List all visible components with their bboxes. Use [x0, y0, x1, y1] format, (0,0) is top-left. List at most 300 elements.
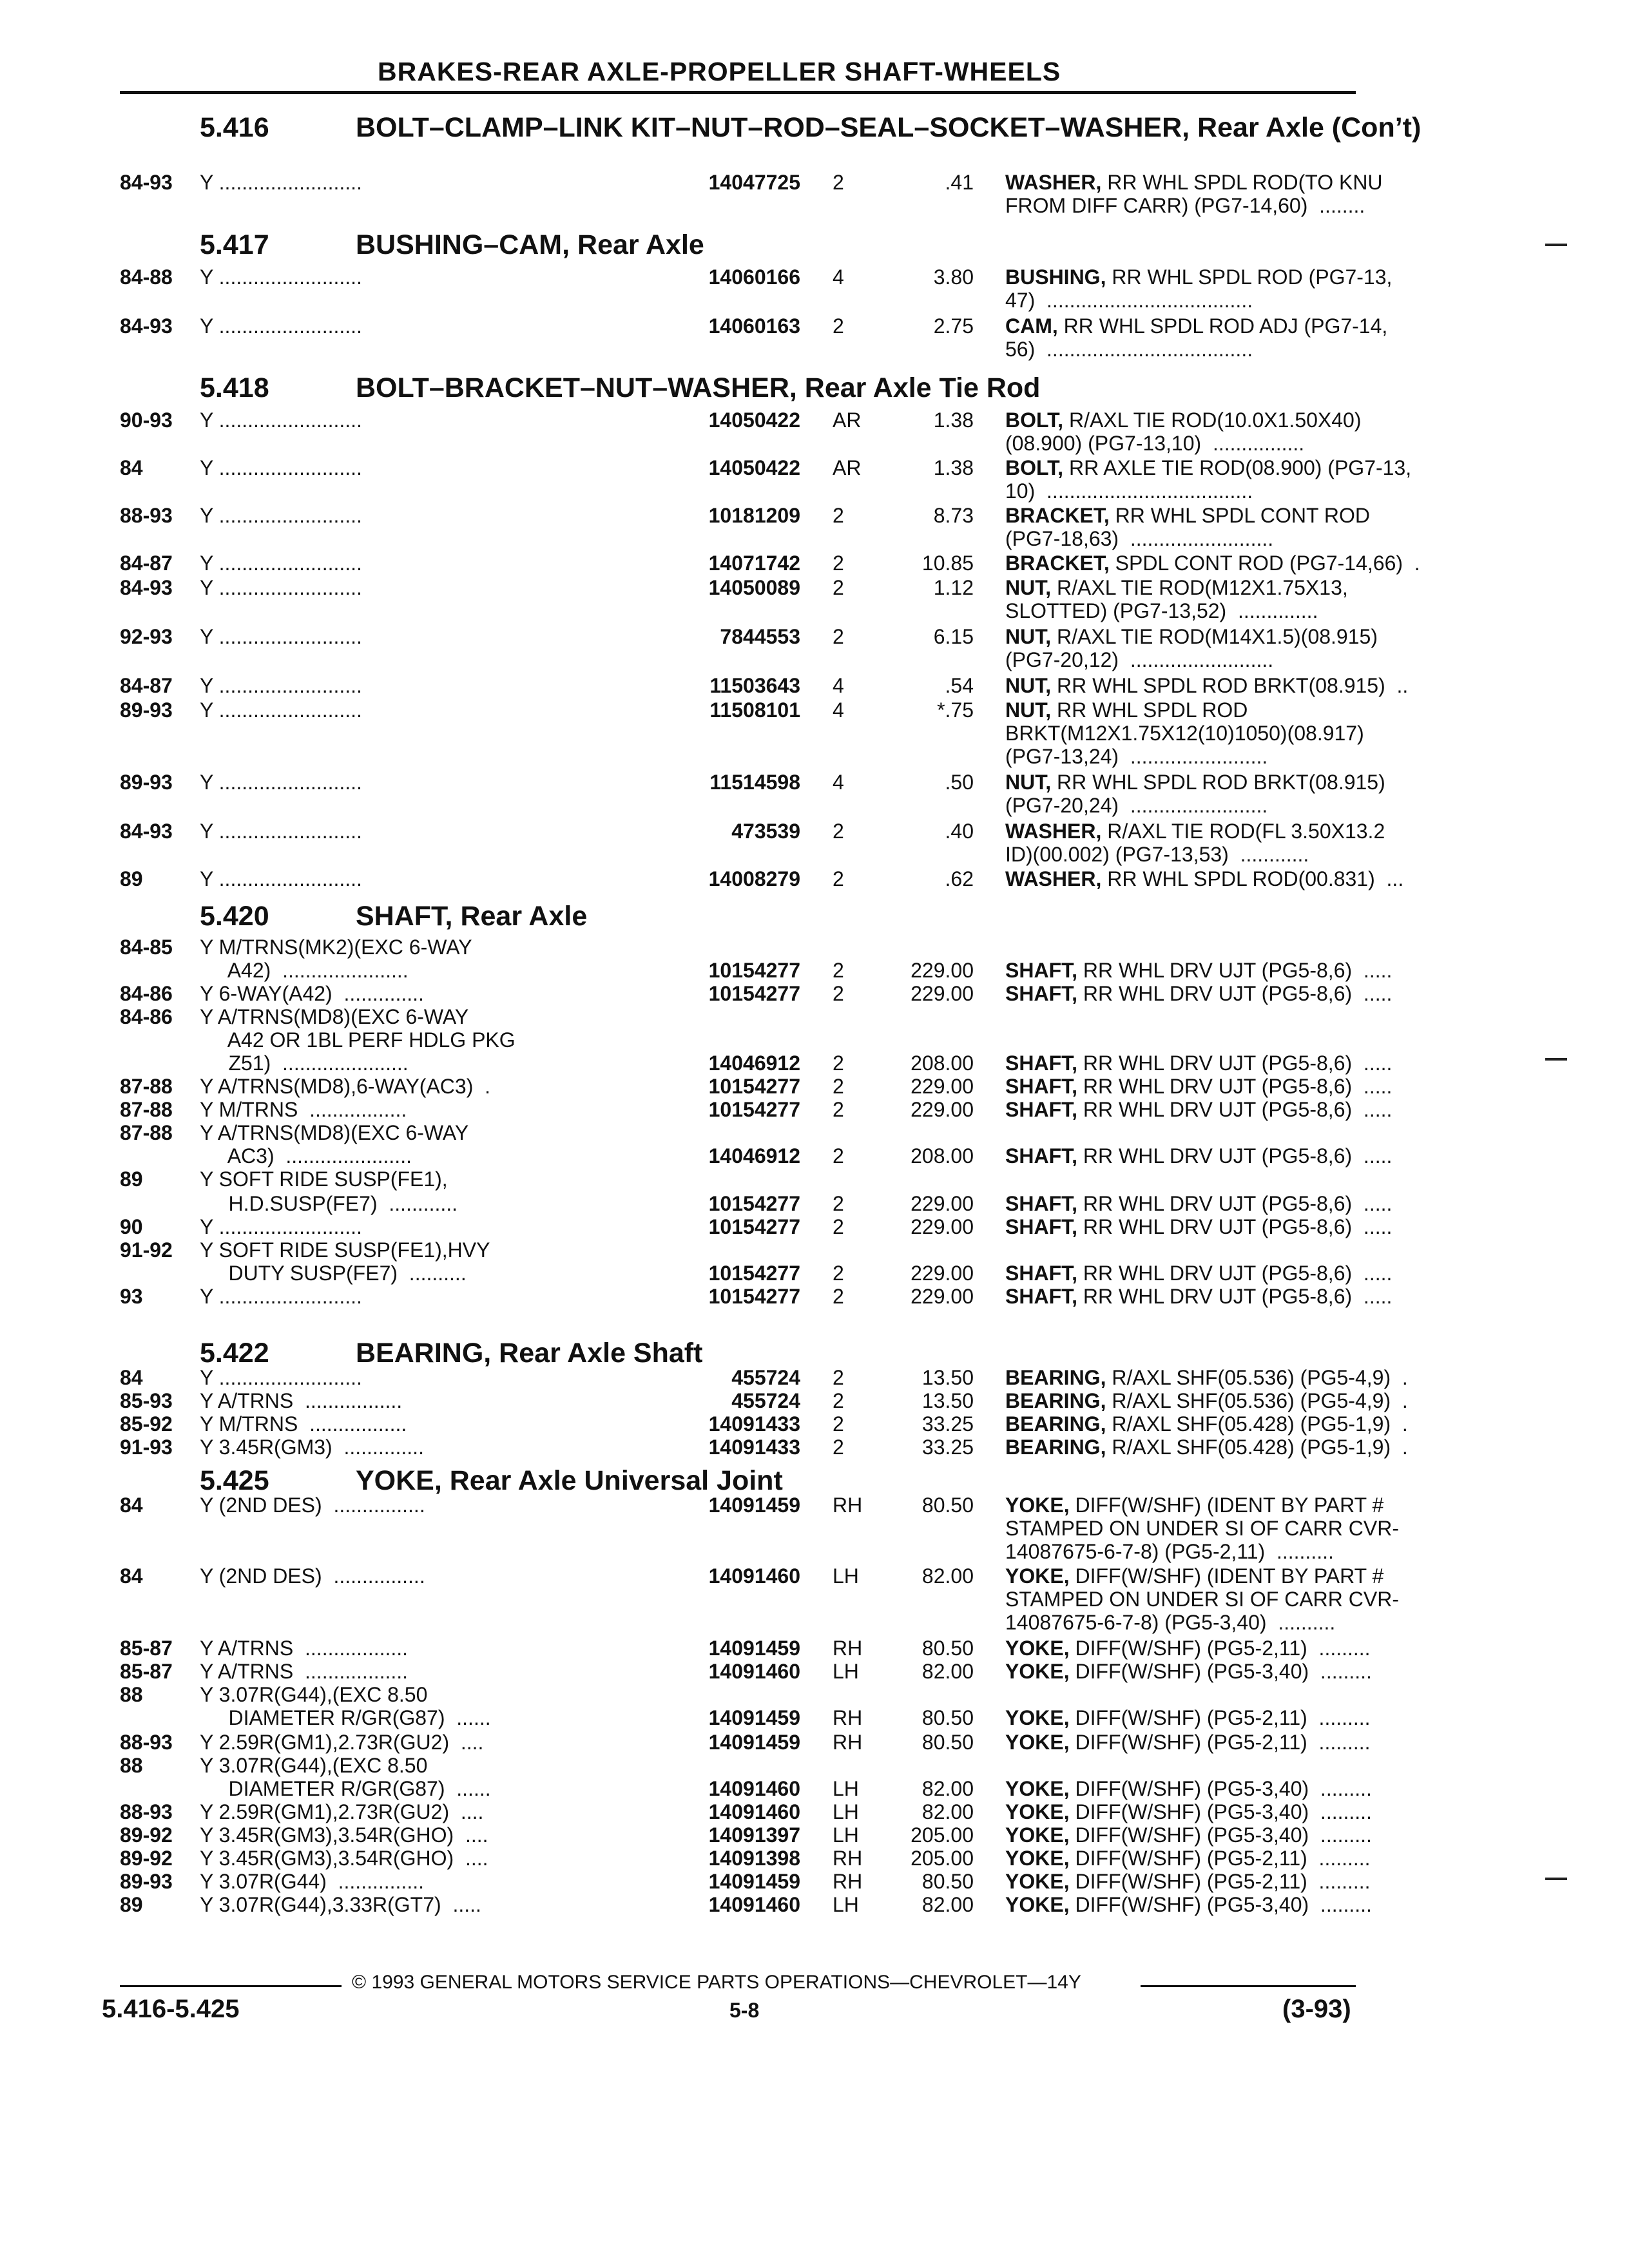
- year-range: 85-87: [120, 1660, 173, 1683]
- year-range: 89-92: [120, 1823, 173, 1847]
- part-detail: DIFF(W/SHF) (PG5-2,11) .........: [1069, 1731, 1371, 1754]
- part-number: 14091433: [708, 1412, 800, 1436]
- quantity: 4: [833, 771, 844, 794]
- application-desc: H.D.SUSP(FE7) ............: [200, 1192, 458, 1215]
- unit-price: 80.50: [921, 1494, 974, 1517]
- unit-price: 229.00: [911, 1075, 974, 1098]
- part-description: [1005, 1731, 1371, 1754]
- application-desc: Y 2.59R(GM1),2.73R(GU2) ....: [200, 1800, 484, 1823]
- part-detail: BRKT(M12X1.75X12(10)1050)(08.917): [1005, 722, 1364, 745]
- part-number: 14091459: [708, 1494, 800, 1517]
- section-title: BOLT–BRACKET–NUT–WASHER, Rear Axle Tie Rod: [356, 372, 1041, 403]
- year-range: 84-93: [120, 820, 173, 843]
- application-desc: Y .........................: [200, 504, 362, 527]
- part-description: [1005, 1660, 1372, 1683]
- application-desc: Y .........................: [200, 674, 362, 697]
- quantity: RH: [833, 1731, 863, 1754]
- part-description: [1005, 1052, 1392, 1075]
- part-description: [1005, 1777, 1372, 1800]
- year-range: 89: [120, 1168, 143, 1191]
- application-desc: DUTY SUSP(FE7) ..........: [200, 1262, 467, 1285]
- part-detail: R/AXL TIE ROD(10.0X1.50X40): [1063, 408, 1362, 432]
- page-title: BRAKES-REAR AXLE-PROPELLER SHAFT-WHEELS: [378, 57, 1061, 86]
- part-detail: DIFF(W/SHF) (PG5-3,40) .........: [1069, 1660, 1372, 1683]
- part-number: 14050089: [708, 576, 800, 599]
- part-name: BEARING,: [1005, 1436, 1106, 1459]
- part-detail: DIFF(W/SHF) (PG5-2,11) .........: [1069, 1706, 1371, 1729]
- part-description: [1005, 1564, 1383, 1588]
- part-detail: R/AXL SHF(05.428) (PG5-1,9) .: [1106, 1412, 1408, 1436]
- unit-price: 6.15: [933, 625, 974, 648]
- application-desc: Z51) ......................: [200, 1052, 409, 1075]
- part-name: SHAFT,: [1005, 1285, 1077, 1308]
- quantity: 2: [833, 314, 844, 338]
- year-range: 89: [120, 1893, 143, 1916]
- year-range: 84: [120, 456, 143, 479]
- part-description: [1005, 1075, 1392, 1098]
- section-title: BEARING, Rear Axle Shaft: [356, 1338, 703, 1369]
- section-number: 5.425: [200, 1465, 269, 1496]
- part-number: 10154277: [708, 1215, 800, 1238]
- part-detail: SLOTTED) (PG7-13,52) ..............: [1005, 599, 1318, 622]
- application-desc: Y .........................: [200, 408, 362, 432]
- part-detail: 10) ....................................: [1005, 479, 1253, 503]
- year-range: 85-87: [120, 1637, 173, 1660]
- part-detail: RR WHL DRV UJT (PG5-8,6) .....: [1077, 1285, 1393, 1308]
- unit-price: 8.73: [933, 504, 974, 527]
- part-name: YOKE,: [1005, 1637, 1070, 1660]
- unit-price: .54: [945, 674, 974, 697]
- part-name: SHAFT,: [1005, 982, 1077, 1005]
- part-description: [1005, 745, 1268, 768]
- part-name: NUT,: [1005, 771, 1052, 794]
- application-desc: Y A/TRNS(MD8)(EXC 6-WAY: [200, 1005, 469, 1028]
- unit-price: 208.00: [911, 1052, 974, 1075]
- part-detail: RR WHL DRV UJT (PG5-8,6) .....: [1077, 959, 1393, 982]
- part-name: YOKE,: [1005, 1731, 1070, 1754]
- part-name: BOLT,: [1005, 456, 1064, 479]
- quantity: 2: [833, 820, 844, 843]
- quantity: 2: [833, 1436, 844, 1459]
- part-description: [1005, 1262, 1392, 1285]
- year-range: 85-93: [120, 1389, 173, 1412]
- part-detail: R/AXL TIE ROD(M12X1.75X13,: [1051, 576, 1348, 599]
- part-description: [1005, 1098, 1392, 1121]
- year-range: 89-93: [120, 698, 173, 722]
- application-desc: Y .........................: [200, 698, 362, 722]
- part-name: SHAFT,: [1005, 1262, 1077, 1285]
- part-detail: 47) ....................................: [1005, 289, 1253, 312]
- revision-date: (3-93): [1282, 1995, 1351, 2023]
- application-desc: Y .........................: [200, 867, 362, 890]
- application-desc: Y 3.45R(GM3),3.54R(GHO) ....: [200, 1847, 488, 1870]
- application-desc: A42 OR 1BL PERF HDLG PKG: [200, 1028, 516, 1052]
- part-description: [1005, 1800, 1372, 1823]
- part-number: 11508101: [709, 698, 800, 722]
- quantity: AR: [833, 408, 862, 432]
- part-detail: RR WHL DRV UJT (PG5-8,6) .....: [1077, 1075, 1393, 1098]
- unit-price: 229.00: [911, 959, 974, 982]
- part-detail: (PG7-13,24) ........................: [1005, 745, 1268, 768]
- year-range: 84-93: [120, 314, 173, 338]
- part-detail: RR WHL DRV UJT (PG5-8,6) .....: [1077, 1215, 1393, 1238]
- application-desc: Y A/TRNS ..................: [200, 1660, 409, 1683]
- quantity: 2: [833, 625, 844, 648]
- part-number: 14071742: [708, 552, 800, 575]
- part-detail: RR WHL DRV UJT (PG5-8,6) .....: [1077, 1192, 1393, 1215]
- part-name: YOKE,: [1005, 1777, 1070, 1800]
- year-range: 88: [120, 1754, 143, 1777]
- quantity: AR: [833, 456, 862, 479]
- unit-price: .62: [945, 867, 974, 890]
- part-description: [1005, 576, 1348, 599]
- unit-price: 205.00: [911, 1847, 974, 1870]
- quantity: 2: [833, 867, 844, 890]
- unit-price: 229.00: [911, 1192, 974, 1215]
- part-detail: DIFF(W/SHF) (PG5-3,40) .........: [1069, 1893, 1372, 1916]
- part-name: BOLT,: [1005, 408, 1064, 432]
- part-description: [1005, 1540, 1334, 1563]
- part-description: [1005, 1870, 1371, 1893]
- part-detail: RR WHL SPDL ROD ADJ (PG7-14,: [1057, 314, 1388, 338]
- part-number: 14091459: [708, 1731, 800, 1754]
- application-desc: Y A/TRNS ..................: [200, 1637, 409, 1660]
- part-number: 455724: [731, 1389, 800, 1412]
- part-detail: RR AXLE TIE ROD(08.900) (PG7-13,: [1063, 456, 1412, 479]
- part-name: YOKE,: [1005, 1870, 1070, 1893]
- part-description: [1005, 408, 1362, 432]
- part-description: [1005, 289, 1253, 312]
- part-detail: DIFF(W/SHF) (IDENT BY PART #: [1069, 1564, 1384, 1588]
- year-range: 88-93: [120, 504, 173, 527]
- part-description: [1005, 171, 1383, 194]
- part-description: [1005, 314, 1387, 338]
- part-description: [1005, 648, 1273, 671]
- application-desc: Y SOFT RIDE SUSP(FE1),: [200, 1168, 448, 1191]
- application-desc: Y 3.45R(GM3),3.54R(GHO) ....: [200, 1823, 488, 1847]
- unit-price: 33.25: [921, 1412, 974, 1436]
- part-description: [1005, 552, 1420, 575]
- part-description: [1005, 1192, 1392, 1215]
- year-range: 92-93: [120, 625, 173, 648]
- application-desc: Y 3.07R(G44) ...............: [200, 1870, 424, 1893]
- application-desc: Y M/TRNS(MK2)(EXC 6-WAY: [200, 936, 472, 959]
- quantity: 4: [833, 698, 844, 722]
- part-number: 10181209: [708, 504, 800, 527]
- part-description: [1005, 527, 1273, 550]
- application-desc: Y (2ND DES) ................: [200, 1494, 425, 1517]
- quantity: 2: [833, 1389, 844, 1412]
- part-name: YOKE,: [1005, 1564, 1070, 1588]
- part-description: [1005, 1215, 1392, 1238]
- unit-price: 10.85: [921, 552, 974, 575]
- part-detail: R/AXL SHF(05.536) (PG5-4,9) .: [1106, 1389, 1408, 1412]
- unit-price: 80.50: [921, 1731, 974, 1754]
- part-number: 14050422: [708, 408, 800, 432]
- quantity: 2: [833, 959, 844, 982]
- application-desc: Y .........................: [200, 314, 362, 338]
- unit-price: 13.50: [921, 1389, 974, 1412]
- application-desc: Y .........................: [200, 265, 362, 289]
- application-desc: Y 3.07R(G44),(EXC 8.50: [200, 1683, 428, 1706]
- part-description: [1005, 1706, 1371, 1729]
- part-number: 7844553: [720, 625, 800, 648]
- quantity: 2: [833, 576, 844, 599]
- part-number: 14091459: [708, 1637, 800, 1660]
- part-name: YOKE,: [1005, 1893, 1070, 1916]
- unit-price: 1.12: [933, 576, 974, 599]
- part-number: 11503643: [709, 674, 800, 697]
- application-desc: Y M/TRNS .................: [200, 1412, 407, 1436]
- year-range: 84-85: [120, 936, 173, 959]
- copyright-notice: © 1993 GENERAL MOTORS SERVICE PARTS OPERATIONS—CHEVROLET—14Y: [352, 1972, 1081, 1993]
- application-desc: Y .........................: [200, 456, 362, 479]
- part-name: NUT,: [1005, 625, 1052, 648]
- application-desc: Y 2.59R(GM1),2.73R(GU2) ....: [200, 1731, 484, 1754]
- part-detail: RR WHL SPDL CONT ROD: [1109, 504, 1370, 527]
- part-detail: RR WHL DRV UJT (PG5-8,6) .....: [1077, 1052, 1393, 1075]
- part-detail: DIFF(W/SHF) (PG5-3,40) .........: [1069, 1800, 1372, 1823]
- section-heading: [200, 374, 1451, 402]
- application-desc: Y .........................: [200, 820, 362, 843]
- part-description: [1005, 1494, 1383, 1517]
- margin-mark: [1545, 1058, 1567, 1061]
- footer-rule-left: [120, 1985, 342, 1987]
- part-number: 14091460: [708, 1660, 800, 1683]
- part-number: 11514598: [709, 771, 800, 794]
- part-description: [1005, 959, 1392, 982]
- part-detail: RR WHL DRV UJT (PG5-8,6) .....: [1077, 1262, 1393, 1285]
- quantity: 2: [833, 1262, 844, 1285]
- application-desc: Y .........................: [200, 1285, 362, 1308]
- part-name: BEARING,: [1005, 1366, 1106, 1389]
- year-range: 84: [120, 1366, 143, 1389]
- part-detail: RR WHL SPDL ROD BRKT(08.915): [1051, 771, 1385, 794]
- part-number: 10154277: [708, 1075, 800, 1098]
- part-name: BEARING,: [1005, 1412, 1106, 1436]
- section-title: BOLT–CLAMP–LINK KIT–NUT–ROD–SEAL–SOCKET–WASHER, Rear Axle (Con’t): [356, 112, 1422, 143]
- year-range: 84-87: [120, 552, 173, 575]
- application-desc: Y A/TRNS(MD8)(EXC 6-WAY: [200, 1121, 469, 1144]
- year-range: 89-93: [120, 771, 173, 794]
- part-detail: R/AXL SHF(05.536) (PG5-4,9) .: [1106, 1366, 1408, 1389]
- part-detail: DIFF(W/SHF) (PG5-2,11) .........: [1069, 1870, 1371, 1893]
- section-number: 5.418: [200, 372, 269, 403]
- unit-price: 229.00: [911, 1215, 974, 1238]
- application-desc: Y (2ND DES) ................: [200, 1564, 425, 1588]
- part-description: [1005, 1389, 1408, 1412]
- part-detail: 56) ....................................: [1005, 338, 1253, 361]
- part-description: [1005, 698, 1248, 722]
- part-detail: RR WHL SPDL ROD BRKT(08.915) ..: [1051, 674, 1409, 697]
- year-range: 84: [120, 1564, 143, 1588]
- part-name: SHAFT,: [1005, 1098, 1077, 1121]
- part-number: 14091398: [708, 1847, 800, 1870]
- unit-price: 1.38: [933, 456, 974, 479]
- part-description: [1005, 1611, 1335, 1634]
- part-number: 14091460: [708, 1893, 800, 1916]
- part-detail: 14087675-6-7-8) (PG5-3,40) ..........: [1005, 1611, 1336, 1634]
- unit-price: 2.75: [933, 314, 974, 338]
- part-number: 14060163: [708, 314, 800, 338]
- part-description: [1005, 432, 1304, 455]
- quantity: LH: [833, 1564, 859, 1588]
- quantity: 4: [833, 674, 844, 697]
- part-number: 473539: [731, 820, 800, 843]
- part-description: [1005, 338, 1253, 361]
- part-description: [1005, 1637, 1371, 1660]
- part-detail: (PG7-20,12) .........................: [1005, 648, 1274, 671]
- unit-price: 13.50: [921, 1366, 974, 1389]
- page-number: 5-8: [729, 1999, 760, 2022]
- part-description: [1005, 1366, 1408, 1389]
- part-detail: STAMPED ON UNDER SI OF CARR CVR-: [1005, 1517, 1399, 1540]
- part-description: [1005, 771, 1385, 794]
- year-range: 84-93: [120, 576, 173, 599]
- part-name: NUT,: [1005, 674, 1052, 697]
- section-heading: [200, 1466, 1451, 1495]
- part-detail: ID)(00.002) (PG7-13,53) ............: [1005, 843, 1309, 866]
- unit-price: 1.38: [933, 408, 974, 432]
- year-range: 87-88: [120, 1075, 173, 1098]
- application-desc: Y M/TRNS .................: [200, 1098, 407, 1121]
- part-name: CAM,: [1005, 314, 1058, 338]
- quantity: 2: [833, 1098, 844, 1121]
- part-name: SHAFT,: [1005, 1052, 1077, 1075]
- part-description: [1005, 1144, 1392, 1168]
- part-number: 14091433: [708, 1436, 800, 1459]
- unit-price: 82.00: [921, 1893, 974, 1916]
- margin-mark: [1545, 244, 1567, 246]
- application-desc: AC3) ......................: [200, 1144, 412, 1168]
- part-detail: R/AXL TIE ROD(FL 3.50X13.2: [1101, 820, 1385, 843]
- part-description: [1005, 1412, 1408, 1436]
- part-name: YOKE,: [1005, 1800, 1070, 1823]
- application-desc: Y 3.45R(GM3) ..............: [200, 1436, 424, 1459]
- part-number: 10154277: [708, 1098, 800, 1121]
- part-detail: R/AXL TIE ROD(M14X1.5)(08.915): [1051, 625, 1378, 648]
- year-range: 89: [120, 867, 143, 890]
- part-detail: DIFF(W/SHF) (PG5-3,40) .........: [1069, 1823, 1372, 1847]
- quantity: RH: [833, 1494, 863, 1517]
- quantity: 2: [833, 1144, 844, 1168]
- unit-price: 205.00: [911, 1823, 974, 1847]
- year-range: 91-93: [120, 1436, 173, 1459]
- part-number: 14008279: [708, 867, 800, 890]
- part-description: [1005, 1285, 1392, 1308]
- part-name: SHAFT,: [1005, 1075, 1077, 1098]
- part-description: [1005, 674, 1408, 697]
- section-number: 5.422: [200, 1338, 269, 1369]
- year-range: 87-88: [120, 1098, 173, 1121]
- section-heading: [200, 113, 1451, 142]
- part-name: SHAFT,: [1005, 959, 1077, 982]
- year-range: 93: [120, 1285, 143, 1308]
- unit-price: 229.00: [911, 1262, 974, 1285]
- unit-price: 229.00: [911, 982, 974, 1005]
- part-number: 14091459: [708, 1870, 800, 1893]
- part-number: 14047725: [708, 171, 800, 194]
- part-description: [1005, 479, 1253, 503]
- part-detail: RR WHL DRV UJT (PG5-8,6) .....: [1077, 1098, 1393, 1121]
- part-detail: R/AXL SHF(05.428) (PG5-1,9) .: [1106, 1436, 1408, 1459]
- part-detail: RR WHL SPDL ROD: [1051, 698, 1248, 722]
- application-desc: Y .........................: [200, 576, 362, 599]
- section-range: 5.416-5.425: [102, 1995, 240, 2023]
- part-detail: (PG7-18,63) .........................: [1005, 527, 1274, 550]
- unit-price: 82.00: [921, 1777, 974, 1800]
- quantity: 2: [833, 1075, 844, 1098]
- header-rule: [120, 91, 1356, 94]
- quantity: 2: [833, 552, 844, 575]
- part-number: 14091460: [708, 1564, 800, 1588]
- application-desc: Y .........................: [200, 771, 362, 794]
- part-description: [1005, 599, 1318, 622]
- part-name: SHAFT,: [1005, 1192, 1077, 1215]
- year-range: 89-92: [120, 1847, 173, 1870]
- part-number: 14046912: [708, 1052, 800, 1075]
- margin-mark: [1545, 1878, 1567, 1880]
- quantity: 2: [833, 1412, 844, 1436]
- part-name: YOKE,: [1005, 1494, 1070, 1517]
- unit-price: 208.00: [911, 1144, 974, 1168]
- part-name: BRACKET,: [1005, 552, 1110, 575]
- part-description: [1005, 456, 1411, 479]
- quantity: LH: [833, 1777, 859, 1800]
- part-detail: DIFF(W/SHF) (PG5-2,11) .........: [1069, 1637, 1371, 1660]
- application-desc: Y .........................: [200, 552, 362, 575]
- part-detail: RR WHL DRV UJT (PG5-8,6) .....: [1077, 1144, 1393, 1168]
- quantity: RH: [833, 1637, 863, 1660]
- part-number: 10154277: [708, 959, 800, 982]
- part-name: YOKE,: [1005, 1823, 1070, 1847]
- part-name: WASHER,: [1005, 820, 1102, 843]
- application-desc: Y A/TRNS .................: [200, 1389, 403, 1412]
- unit-price: 229.00: [911, 1285, 974, 1308]
- part-name: YOKE,: [1005, 1706, 1070, 1729]
- part-name: BUSHING,: [1005, 265, 1106, 289]
- part-description: [1005, 1847, 1371, 1870]
- application-desc: Y .........................: [200, 625, 362, 648]
- part-description: [1005, 1893, 1372, 1916]
- year-range: 84-87: [120, 674, 173, 697]
- part-detail: DIFF(W/SHF) (PG5-2,11) .........: [1069, 1847, 1371, 1870]
- part-detail: (08.900) (PG7-13,10) ................: [1005, 432, 1305, 455]
- unit-price: 80.50: [921, 1706, 974, 1729]
- part-name: YOKE,: [1005, 1660, 1070, 1683]
- part-number: 14046912: [708, 1144, 800, 1168]
- part-detail: RR WHL SPDL ROD (PG7-13,: [1106, 265, 1393, 289]
- application-desc: Y .........................: [200, 171, 362, 194]
- year-range: 87-88: [120, 1121, 173, 1144]
- section-title: SHAFT, Rear Axle: [356, 901, 588, 932]
- part-detail: SPDL CONT ROD (PG7-14,66) .: [1109, 552, 1420, 575]
- year-range: 84-93: [120, 171, 173, 194]
- part-number: 10154277: [708, 982, 800, 1005]
- application-desc: Y A/TRNS(MD8),6-WAY(AC3) .: [200, 1075, 491, 1098]
- part-number: 10154277: [708, 1192, 800, 1215]
- application-desc: A42) ......................: [200, 959, 409, 982]
- unit-price: 82.00: [921, 1800, 974, 1823]
- unit-price: 80.50: [921, 1637, 974, 1660]
- part-number: 14050422: [708, 456, 800, 479]
- unit-price: .50: [945, 771, 974, 794]
- application-desc: Y .........................: [200, 1366, 362, 1389]
- part-number: 10154277: [708, 1262, 800, 1285]
- year-range: 84-88: [120, 265, 173, 289]
- unit-price: .40: [945, 820, 974, 843]
- quantity: LH: [833, 1800, 859, 1823]
